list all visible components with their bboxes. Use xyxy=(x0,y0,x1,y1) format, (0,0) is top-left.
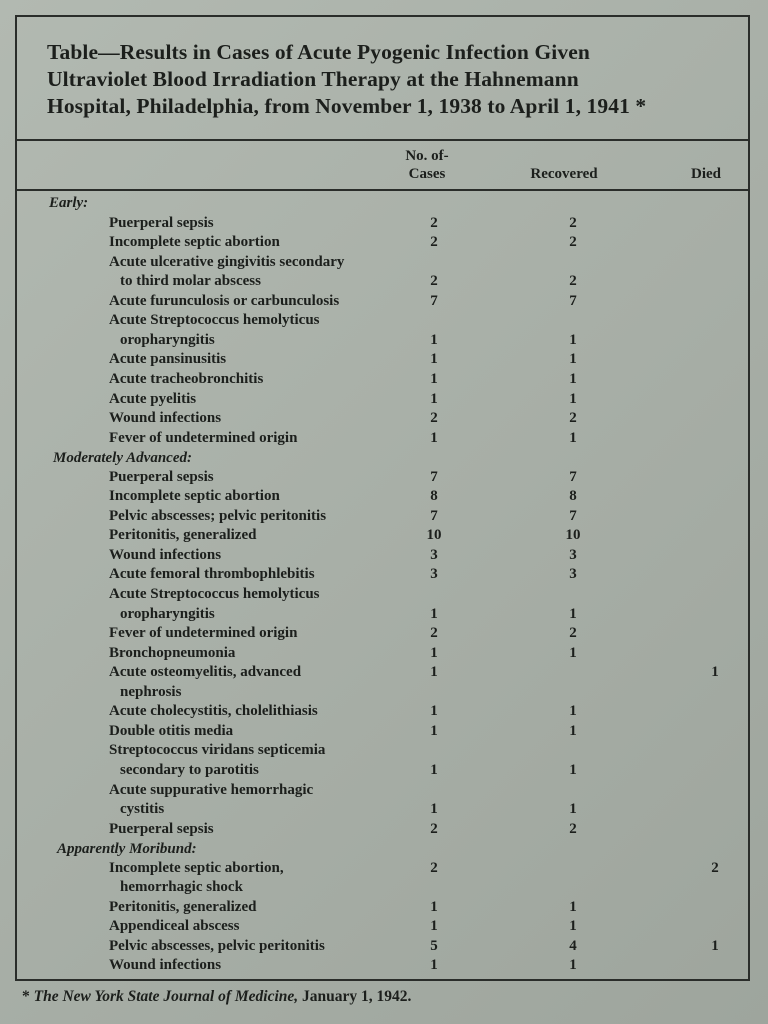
table-row xyxy=(17,858,748,878)
row-label: Pelvic abscesses; pelvic peritonitis xyxy=(109,507,327,524)
table-row xyxy=(17,349,748,369)
section-row xyxy=(17,448,748,468)
recovered-value: 2 xyxy=(569,273,577,290)
died-value: 1 xyxy=(711,937,719,954)
section-row xyxy=(17,839,748,859)
section-early: Early: xyxy=(49,195,89,211)
header-cases xyxy=(397,147,457,183)
cases-value: 1 xyxy=(430,644,438,661)
table-row xyxy=(17,584,748,604)
cases-value: 1 xyxy=(430,605,438,622)
cases-value: 7 xyxy=(430,507,438,524)
row-label: to third molar abscess xyxy=(120,273,261,290)
table-title xyxy=(17,17,748,141)
cases-value: 7 xyxy=(430,292,438,309)
header-died: Died xyxy=(691,166,721,182)
row-label: Acute ulcerative gingivitis secondary xyxy=(109,253,345,270)
table-row xyxy=(17,213,748,233)
cases-value: 2 xyxy=(430,625,438,642)
recovered-value: 2 xyxy=(569,625,577,642)
recovered-value: 1 xyxy=(569,957,577,974)
footnote xyxy=(22,988,411,1006)
row-label: Puerperal sepsis xyxy=(109,214,214,231)
row-label: Wound infections xyxy=(109,957,222,974)
cases-value: 1 xyxy=(430,801,438,818)
row-label: Acute femoral thrombophlebitis xyxy=(109,566,315,583)
cases-value: 8 xyxy=(430,488,438,505)
table-row xyxy=(17,310,748,330)
table-row xyxy=(17,252,748,272)
row-label: Puerperal sepsis xyxy=(109,468,214,485)
recovered-value: 3 xyxy=(569,566,577,583)
cases-value: 1 xyxy=(430,664,438,681)
cases-value: 1 xyxy=(430,703,438,720)
footnote-date: January 1, 1942. xyxy=(298,988,412,1005)
section-moderately-advanced: Moderately Advanced: xyxy=(53,450,192,466)
table-row xyxy=(17,428,748,448)
recovered-value: 1 xyxy=(569,918,577,935)
header-cases-line1: No. of- xyxy=(405,148,449,164)
row-label: Incomplete septic abortion, xyxy=(109,859,284,876)
row-label: Acute Streptococcus hemolyticus xyxy=(109,586,320,602)
recovered-value: 1 xyxy=(569,703,577,720)
header-cases-line2: Cases xyxy=(408,166,446,182)
title-line-1: Table—Results in Cases of Acute Pyogenic Infection Given xyxy=(47,40,590,64)
table-header xyxy=(17,141,748,191)
row-label: Fever of undetermined origin xyxy=(109,625,298,642)
cases-value: 1 xyxy=(430,390,438,407)
recovered-value: 1 xyxy=(569,644,577,661)
recovered-value: 4 xyxy=(569,937,577,954)
recovered-value: 2 xyxy=(569,410,577,427)
recovered-value: 2 xyxy=(569,820,577,837)
header-recovered: Recovered xyxy=(530,166,598,182)
table-row xyxy=(17,506,748,526)
row-label: Incomplete septic abortion xyxy=(109,488,280,505)
title-line-3: Hospital, Philadelphia, from November 1, 1938 to April 1, 1941 * xyxy=(47,94,647,118)
footnote-star: * xyxy=(22,988,34,1005)
cases-value: 3 xyxy=(430,566,438,583)
table-row xyxy=(17,389,748,409)
table-row xyxy=(17,330,748,350)
table-row xyxy=(17,369,748,389)
recovered-value: 7 xyxy=(569,468,577,485)
recovered-value: 7 xyxy=(569,292,577,309)
died-value: 2 xyxy=(711,859,719,876)
recovered-value: 1 xyxy=(569,605,577,622)
recovered-value: 10 xyxy=(565,527,581,544)
row-label: Acute pansinusitis xyxy=(109,351,227,368)
recovered-value: 1 xyxy=(569,390,577,407)
section-apparently-moribund: Apparently Moribund: xyxy=(57,841,197,857)
cases-value: 2 xyxy=(430,410,438,427)
table-row xyxy=(17,760,748,780)
cases-value: 2 xyxy=(430,234,438,251)
cases-value: 2 xyxy=(430,214,438,231)
table-row xyxy=(17,662,748,682)
cases-value: 10 xyxy=(426,527,442,544)
row-label: Pelvic abscesses, pelvic peritonitis xyxy=(109,937,325,954)
table-row xyxy=(17,232,748,252)
recovered-value: 1 xyxy=(569,429,577,446)
table-row xyxy=(17,604,748,624)
recovered-value: 1 xyxy=(569,722,577,739)
title-line-2: Ultraviolet Blood Irradiation Therapy at the Hahnemann xyxy=(47,67,579,91)
cases-value: 5 xyxy=(430,937,438,954)
row-label: Wound infections xyxy=(109,410,222,427)
table-row xyxy=(17,936,748,956)
recovered-value: 1 xyxy=(569,761,577,778)
table-row xyxy=(17,955,748,975)
cases-value: 2 xyxy=(430,859,438,876)
row-label: Acute suppurative hemorrhagic xyxy=(109,781,314,798)
recovered-value: 3 xyxy=(569,546,577,563)
table-row xyxy=(17,623,748,643)
row-label: Peritonitis, generalized xyxy=(109,527,257,544)
row-label: Fever of undetermined origin xyxy=(109,429,298,446)
row-label: hemorrhagic shock xyxy=(120,879,243,896)
table-row xyxy=(17,525,748,545)
cases-value: 2 xyxy=(430,820,438,837)
row-label: Acute tracheobronchitis xyxy=(109,370,264,387)
cases-value: 2 xyxy=(430,273,438,290)
cases-value: 1 xyxy=(430,761,438,778)
cases-value: 3 xyxy=(430,546,438,563)
section-row xyxy=(17,193,748,213)
table-row xyxy=(17,291,748,311)
died-value: 1 xyxy=(711,664,719,681)
row-label: Acute Streptococcus hemolyticus xyxy=(109,312,320,329)
recovered-value: 1 xyxy=(569,370,577,387)
table-row xyxy=(17,271,748,291)
row-label: Puerperal sepsis xyxy=(109,820,214,837)
results-table xyxy=(15,15,750,981)
table-row xyxy=(17,486,748,506)
row-label: Acute osteomyelitis, advanced xyxy=(109,664,302,681)
recovered-value: 1 xyxy=(569,351,577,368)
table-row xyxy=(17,701,748,721)
row-label: Bronchopneumonia xyxy=(109,644,236,661)
recovered-value: 1 xyxy=(569,331,577,348)
row-label: Appendiceal abscess xyxy=(109,918,240,935)
cases-value: 1 xyxy=(430,429,438,446)
footnote-journal: The New York State Journal of Medicine, xyxy=(33,988,299,1005)
row-label: Peritonitis, generalized xyxy=(109,898,257,915)
cases-value: 1 xyxy=(430,370,438,387)
table-row xyxy=(17,564,748,584)
recovered-value: 7 xyxy=(569,507,577,524)
table-row xyxy=(17,467,748,487)
row-label: Acute cholecystitis, cholelithiasis xyxy=(109,703,318,720)
table-row xyxy=(17,545,748,565)
row-label: oropharyngitis xyxy=(120,605,215,622)
table-row xyxy=(17,799,748,819)
row-label: cystitis xyxy=(120,801,165,818)
table-row xyxy=(17,721,748,741)
row-label: Streptococcus viridans septicemia xyxy=(109,742,326,759)
cases-value: 1 xyxy=(430,331,438,348)
row-label: Acute furunculosis or carbunculosis xyxy=(109,292,340,309)
row-label: Wound infections xyxy=(109,546,222,563)
table-row xyxy=(17,819,748,839)
table-row xyxy=(17,408,748,428)
recovered-value: 1 xyxy=(569,801,577,818)
recovered-value: 2 xyxy=(569,234,577,251)
table-row xyxy=(17,780,748,800)
row-label: secondary to parotitis xyxy=(120,761,259,778)
recovered-value: 8 xyxy=(569,488,577,505)
table-row xyxy=(17,740,748,760)
recovered-value: 2 xyxy=(569,214,577,231)
row-label: Acute pyelitis xyxy=(109,390,197,407)
table-row xyxy=(17,682,748,702)
recovered-value: 1 xyxy=(569,898,577,915)
cases-value: 1 xyxy=(430,898,438,915)
row-label: Incomplete septic abortion xyxy=(109,234,280,251)
cases-value: 1 xyxy=(430,918,438,935)
cases-value: 1 xyxy=(430,722,438,739)
table-row xyxy=(17,877,748,897)
row-label: Double otitis media xyxy=(109,722,234,739)
row-label: nephrosis xyxy=(120,683,182,700)
table-row xyxy=(17,643,748,663)
table-row xyxy=(17,916,748,936)
row-label: oropharyngitis xyxy=(120,331,215,348)
cases-value: 7 xyxy=(430,468,438,485)
cases-value: 1 xyxy=(430,351,438,368)
table-row xyxy=(17,897,748,917)
cases-value: 1 xyxy=(430,957,438,974)
